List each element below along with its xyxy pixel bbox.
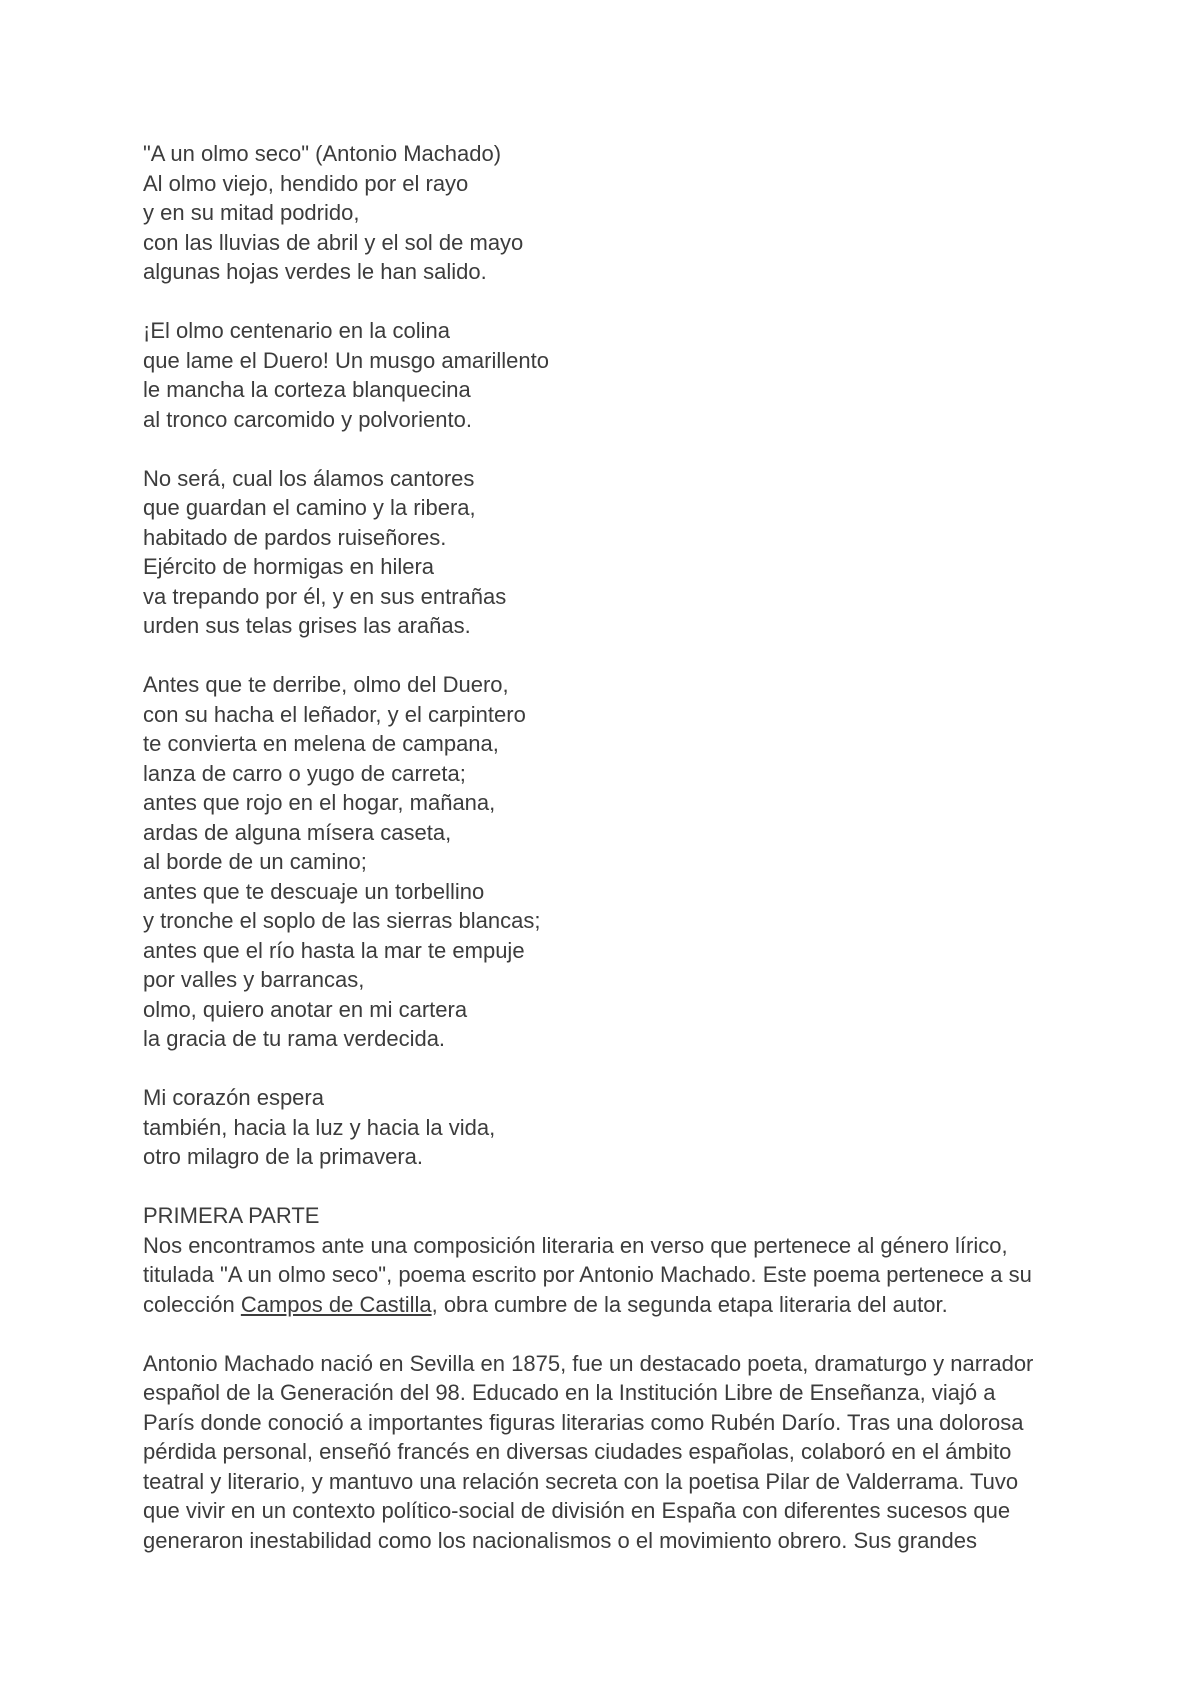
text-line <box>143 1260 1133 1290</box>
text-line <box>143 965 1133 995</box>
poem-stanza-2 <box>143 316 1133 434</box>
text-segment: con las lluvias de abril y el sol de mayo <box>143 229 524 255</box>
text-segment: también, hacia la luz y hacia la vida, <box>143 1114 496 1140</box>
text-line <box>143 759 1133 789</box>
text-segment: colección <box>143 1291 241 1317</box>
text-line <box>143 611 1133 641</box>
text-line <box>143 1231 1133 1261</box>
text-segment: PRIMERA PARTE <box>143 1203 320 1228</box>
text-line <box>143 847 1133 877</box>
biography-paragraph <box>143 1349 1133 1556</box>
document-body <box>143 139 1133 1555</box>
text-line <box>143 582 1133 612</box>
text-segment: y tronche el soplo de las sierras blancas; <box>143 908 541 933</box>
text-segment: teatral y literario, y mantuvo una relación secreta con la poetisa Pilar de Valderrama. Tuvo <box>143 1468 1019 1494</box>
text-segment: habitado de pardos ruiseñores. <box>143 524 447 550</box>
text-segment: algunas hojas verdes le han salido. <box>143 259 487 284</box>
text-segment: Antonio Machado nació en Sevilla en 1875, fue un destacado poeta, dramaturgo y narrador <box>143 1350 1034 1376</box>
text-segment: Antes que te derribe, olmo del Duero, <box>143 672 509 697</box>
text-line <box>143 1113 1133 1143</box>
text-segment: con su hacha el leñador, y el carpintero <box>143 701 526 727</box>
text-segment: antes que te descuaje un torbellino <box>143 878 485 904</box>
text-line <box>143 493 1133 523</box>
text-segment: urden sus telas grises las arañas. <box>143 613 471 638</box>
text-line <box>143 139 1133 169</box>
text-line <box>143 877 1133 907</box>
text-line <box>143 1349 1133 1379</box>
text-segment: y en su mitad podrido, <box>143 200 360 225</box>
text-segment: al borde de un camino; <box>143 849 367 874</box>
text-segment: le mancha la corteza blanquecina <box>143 377 471 402</box>
text-segment: olmo, quiero anotar en mi cartera <box>143 996 468 1022</box>
text-segment: al tronco carcomido y polvoriento. <box>143 406 472 432</box>
text-segment: ¡El olmo centenario en la colina <box>143 318 450 343</box>
text-line <box>143 1024 1133 1054</box>
text-line <box>143 1083 1133 1113</box>
text-segment: que guardan el camino y la ribera, <box>143 495 476 520</box>
text-segment: que vivir en un contexto político-social de división en España con diferentes sucesos que <box>143 1498 1011 1523</box>
text-line <box>143 346 1133 376</box>
underlined-text: Campos de Castilla <box>240 1291 432 1317</box>
text-segment: ardas de alguna mísera caseta, <box>143 819 452 845</box>
text-line <box>143 670 1133 700</box>
text-line <box>143 1437 1133 1467</box>
poem-stanza-3 <box>143 464 1133 641</box>
text-line <box>143 316 1133 346</box>
primera-parte-section <box>143 1201 1133 1319</box>
text-line <box>143 464 1133 494</box>
text-line <box>143 523 1133 553</box>
text-line <box>143 198 1133 228</box>
text-line <box>143 1142 1133 1172</box>
text-segment: generaron inestabilidad como los nacionalismos o el movimiento obrero. Sus grandes <box>143 1527 978 1553</box>
text-line <box>143 729 1133 759</box>
text-line <box>143 1467 1133 1497</box>
text-line <box>143 375 1133 405</box>
text-line <box>143 906 1133 936</box>
text-segment: Nos encontramos ante una composición literaria en verso que pertenece al género lírico, <box>143 1232 1008 1258</box>
text-segment: lanza de carro o yugo de carreta; <box>143 760 466 786</box>
text-segment: "A un olmo seco" (Antonio Machado) <box>143 141 502 166</box>
text-segment: antes que rojo en el hogar, mañana, <box>143 790 496 815</box>
text-segment: antes que el río hasta la mar te empuje <box>143 937 525 963</box>
text-segment: Mi corazón espera <box>143 1085 324 1110</box>
text-line <box>143 1526 1133 1556</box>
text-segment: pérdida personal, enseñó francés en diversas ciudades españolas, colaboró en el ámbito <box>143 1439 1012 1464</box>
text-segment: Al olmo viejo, hendido por el rayo <box>143 170 469 196</box>
text-segment: titulada "A un olmo seco", poema escrito por Antonio Machado. Este poema pertenece a su <box>143 1262 1032 1287</box>
text-line <box>143 995 1133 1025</box>
text-line <box>143 1201 1133 1231</box>
text-line <box>143 818 1133 848</box>
text-line <box>143 1496 1133 1526</box>
text-line <box>143 552 1133 582</box>
text-segment: va trepando por él, y en sus entrañas <box>143 583 507 609</box>
text-line <box>143 936 1133 966</box>
text-segment: español de la Generación del 98. Educado en la Institución Libre de Enseñanza, viajó a <box>143 1380 996 1405</box>
text-line <box>143 405 1133 435</box>
text-line <box>143 1378 1133 1408</box>
text-segment: No será, cual los álamos cantores <box>143 465 475 491</box>
text-segment: París donde conoció a importantes figuras literarias como Rubén Darío. Tras una dolorosa <box>143 1409 1024 1435</box>
poem-stanza-1 <box>143 139 1133 287</box>
poem-stanza-4 <box>143 670 1133 1054</box>
text-segment: la gracia de tu rama verdecida. <box>143 1026 446 1051</box>
text-line <box>143 788 1133 818</box>
text-line <box>143 228 1133 258</box>
text-segment: Ejército de hormigas en hilera <box>143 554 435 579</box>
text-segment: por valles y barrancas, <box>143 967 365 992</box>
text-line <box>143 169 1133 199</box>
poem-stanza-5 <box>143 1083 1133 1172</box>
text-segment: que lame el Duero! Un musgo amarillento <box>143 347 549 373</box>
text-line <box>143 257 1133 287</box>
text-segment: otro milagro de la primavera. <box>143 1144 424 1169</box>
text-line <box>143 1290 1133 1320</box>
text-line <box>143 1408 1133 1438</box>
text-segment: te convierta en melena de campana, <box>143 731 499 756</box>
text-segment: , obra cumbre de la segunda etapa literaria del autor. <box>431 1291 948 1317</box>
text-line <box>143 700 1133 730</box>
